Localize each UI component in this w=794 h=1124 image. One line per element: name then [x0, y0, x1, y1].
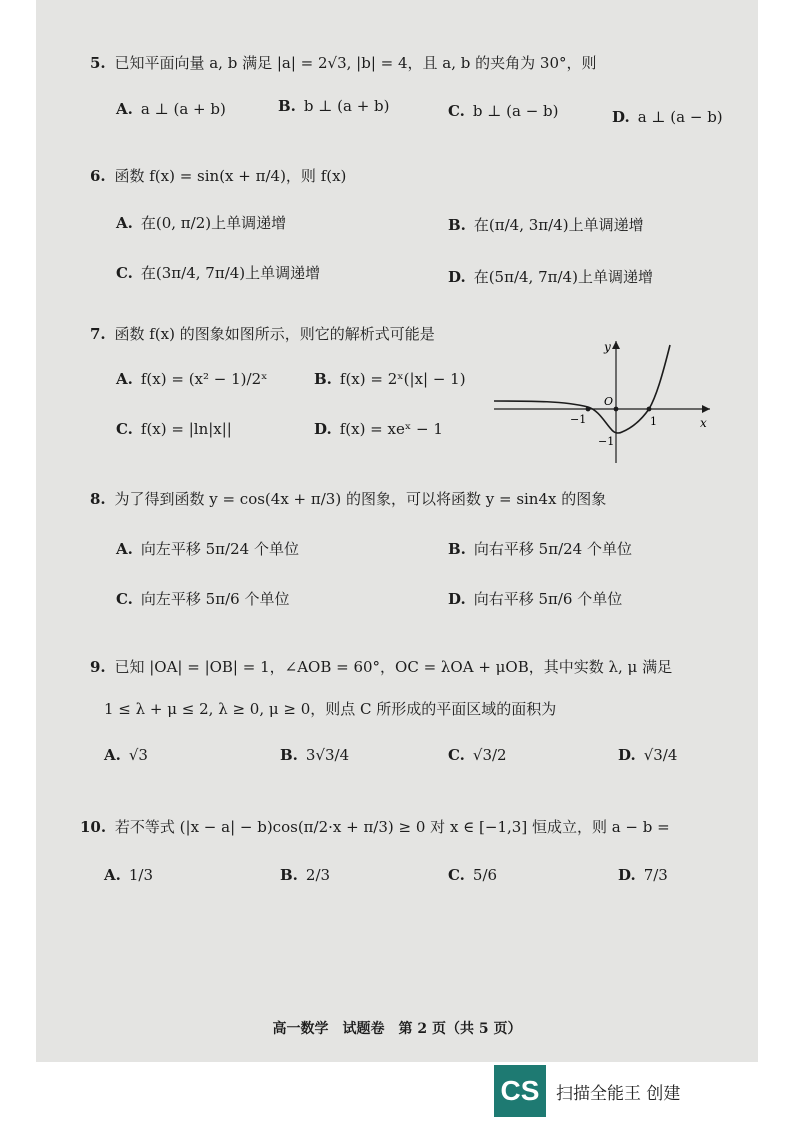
tick-1: 1	[650, 415, 657, 428]
option-9d: D. √3/4	[618, 746, 678, 764]
point-neg1	[586, 407, 591, 412]
option-10b: B. 2/3	[280, 866, 331, 884]
question-stem: 已知平面向量 a, b 满足 |a| = 2√3, |b| = 4，且 a, b 的夹角为 30°，则	[114, 54, 597, 72]
question-5	[90, 52, 730, 74]
option-8d: D. 向右平移 5π/6 个单位	[448, 590, 623, 608]
option-8c: C. 向左平移 5π/6 个单位	[116, 590, 290, 608]
question-7: 7. 函数 f(x) 的图象如图所示，则它的解析式可能是	[90, 325, 435, 343]
option-5b: B. b ⊥ (a + b)	[278, 97, 390, 115]
option-10d: D. 7/3	[618, 866, 668, 884]
option-8a: A. 向左平移 5π/24 个单位	[116, 540, 299, 558]
question-8: 8. 为了得到函数 y = cos(4x + π/3) 的图象，可以将函数 y = sin4x 的图象	[90, 490, 607, 508]
question-10: 10. 若不等式 (|x − a| − b)cos(π/2·x + π/3) ≥ 0 对 x ∈ [−1,3] 恒成立，则 a − b =	[80, 818, 670, 836]
option-7b: B. f(x) = 2ˣ(|x| − 1)	[314, 370, 466, 388]
option-9c: C. √3/2	[448, 746, 507, 764]
option-5c: C. b ⊥ (a − b)	[448, 102, 559, 120]
exam-page	[36, 0, 758, 1062]
option-6c: C. 在(3π/4, 7π/4)上单调递增	[116, 264, 321, 282]
x-axis-arrow	[702, 405, 710, 413]
option-10a: A. 1/3	[104, 866, 154, 884]
y-neg1: −1	[598, 435, 615, 448]
option-6a: A. 在(0, π/2)上单调递增	[116, 214, 287, 232]
option-7d: D. f(x) = xeˣ − 1	[314, 420, 443, 438]
question-9-line2: 1 ≤ λ + μ ≤ 2, λ ≥ 0, μ ≥ 0，则点 C 所形成的平面区域的面积为	[104, 700, 557, 718]
option-10c: C. 5/6	[448, 866, 498, 884]
origin-label: O	[604, 395, 614, 408]
x-label: x	[700, 416, 707, 430]
option-9a: A. √3	[104, 746, 148, 764]
question-9: 9. 已知 |OA| = |OB| = 1，∠AOB = 60°，OC = λOA + μOB，其中实数 λ, μ 满足	[90, 658, 673, 676]
origin-point	[614, 407, 619, 412]
option-5d: D. a ⊥ (a − b)	[612, 108, 723, 126]
question-6: 6. 函数 f(x) = sin(x + π/4)，则 f(x)	[90, 167, 347, 185]
option-9b: B. 3√3/4	[280, 746, 350, 764]
option-7c: C. f(x) = |ln|x||	[116, 420, 232, 438]
option-8b: B. 向右平移 5π/24 个单位	[448, 540, 632, 558]
y-label: y	[604, 340, 611, 354]
option-6d: D. 在(5π/4, 7π/4)上单调递增	[448, 268, 653, 286]
camscanner-logo: CS	[494, 1065, 546, 1117]
option-5a: A. a ⊥ (a + b)	[116, 100, 226, 118]
question-number: 5.	[90, 54, 106, 72]
point-1	[647, 407, 652, 412]
option-7a: A. f(x) = (x² − 1)/2ˣ	[116, 370, 268, 388]
y-axis-arrow	[612, 341, 620, 349]
page-footer: 高一数学 试题卷 第 2 页（共 5 页）	[272, 1021, 522, 1037]
tick-neg1: −1	[570, 413, 587, 426]
camscanner-watermark-text: 扫描全能王 创建	[556, 1084, 681, 1104]
function-graph	[494, 337, 716, 465]
option-6b: B. 在(π/4, 3π/4)上单调递增	[448, 216, 644, 234]
